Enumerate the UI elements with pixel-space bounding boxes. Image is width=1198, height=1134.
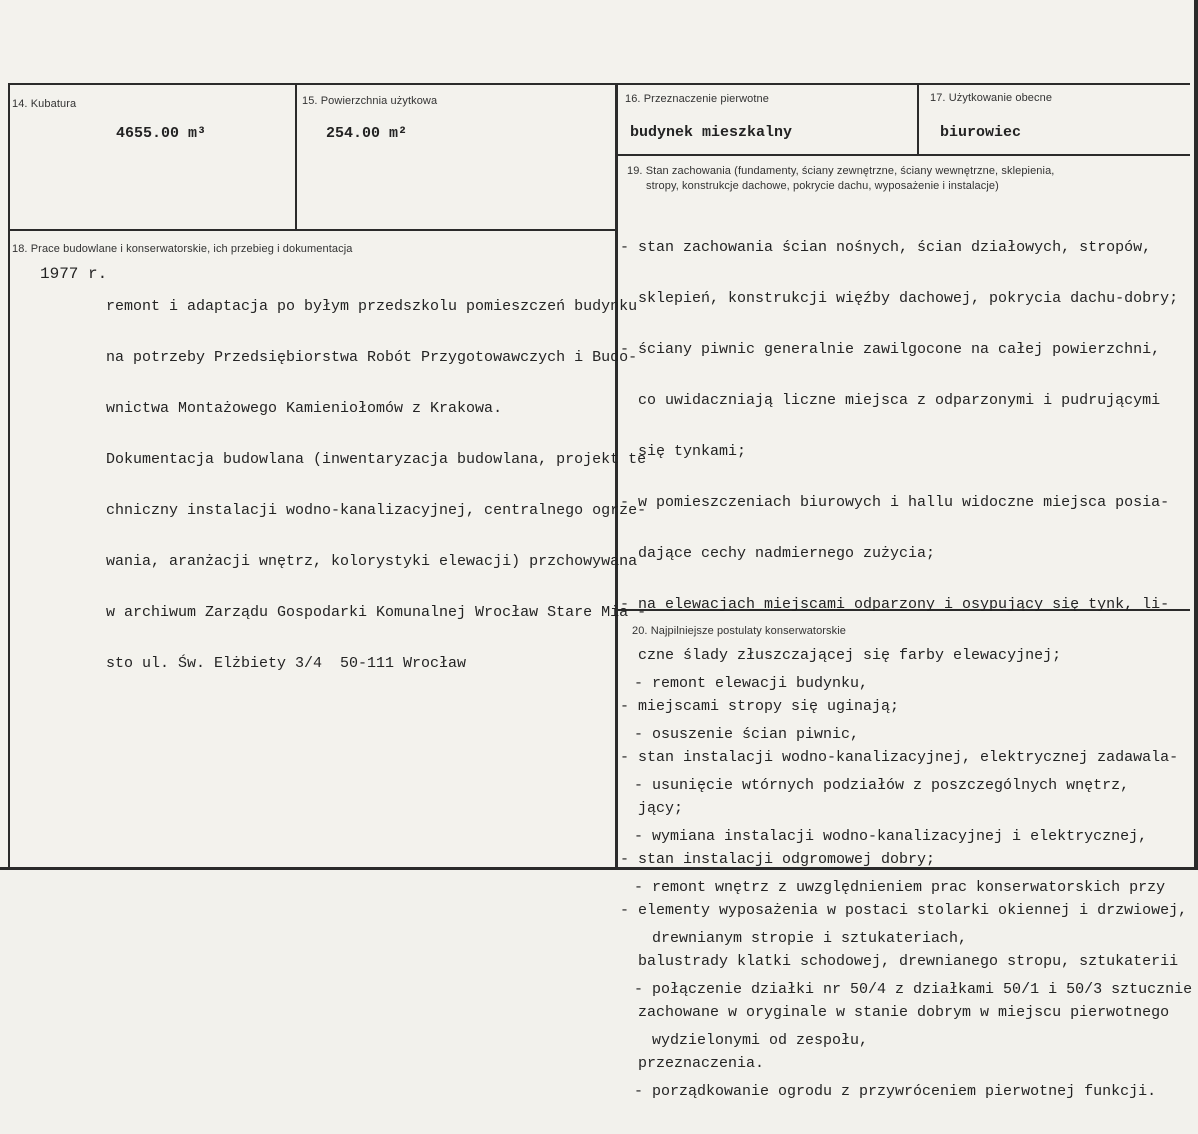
text-line: - połączenie działki nr 50/4 z działkami 50/1 i 50/3 sztucznie: [634, 981, 1193, 998]
text-line: - remont elewacji budynku,: [634, 675, 869, 692]
field-15-value: 254.00 m²: [326, 125, 408, 142]
text-line: drewnianym stropie i sztukateriach,: [634, 930, 968, 947]
field-16-label: 16. Przeznaczenie pierwotne: [625, 93, 769, 105]
text-line: zachowane w oryginale w stanie dobrym w miejscu pierwotnego: [620, 1004, 1170, 1021]
text-line: remont i adaptacja po byłym przedszkolu pomieszczeń budynku: [106, 298, 638, 315]
field-18-text: [106, 264, 646, 706]
rule-left: [8, 83, 10, 870]
rule-f15-bottom: [8, 229, 617, 231]
text-line: - elementy wyposażenia w postaci stolarki okiennej i drzwiowej,: [620, 902, 1188, 919]
text-line: - remont wnętrz z uwzględnieniem prac konserwatorskich przy: [634, 879, 1166, 896]
text-line: - osuszenie ścian piwnic,: [634, 726, 860, 743]
text-line: - stan zachowania ścian nośnych, ścian działowych, stropów,: [620, 239, 1152, 256]
field-18-label: 18. Prace budowlane i konserwatorskie, ich przebieg i dokumentacja: [12, 243, 353, 255]
field-14-label: 14. Kubatura: [12, 98, 77, 110]
text-line: - miejscami stropy się uginają;: [620, 698, 900, 715]
field-17-value: biurowiec: [940, 124, 1022, 141]
field-18-year: 1977 r.: [40, 265, 108, 283]
text-line: - na elewacjach miejscami odparzony i osypujący się tynk, li-: [620, 596, 1170, 613]
text-line: balustrady klatki schodowej, drewnianego stropu, sztukaterii: [620, 953, 1179, 970]
text-line: - stan instalacji odgromowej dobry;: [620, 851, 936, 868]
field-17-label: 17. Użytkowanie obecne: [930, 92, 1053, 104]
text-line: co uwidaczniają liczne miejsca z odparzonymi i pudrującymi: [620, 392, 1161, 409]
text-line: sklepień, konstrukcji więźby dachowej, pokrycia dachu-dobry;: [620, 290, 1179, 307]
field-19-label-line-1: 19. Stan zachowania (fundamenty, ściany zewnętrzne, ściany wewnętrzne, sklepienia,: [627, 165, 1055, 177]
field-16-value: budynek mieszkalny: [630, 124, 793, 141]
text-line: przeznaczenia.: [620, 1055, 765, 1072]
text-line: - porządkowanie ogrodu z przywróceniem pierwotnej funkcji.: [634, 1083, 1157, 1100]
text-line: czne ślady złuszczającej się farby elewacyjnej;: [620, 647, 1062, 664]
rule-f16-f17: [917, 83, 919, 155]
field-20-text: [634, 641, 1192, 1134]
text-line: jący;: [620, 800, 684, 817]
rule-top: [8, 83, 1190, 85]
text-line: wania, aranżacji wnętrz, kolorystyki elewacji) przchowywana: [106, 553, 638, 570]
field-20-label: 20. Najpilniejsze postulaty konserwatorskie: [632, 625, 847, 637]
text-line: Dokumentacja budowlana (inwentaryzacja budowlana, projekt te: [106, 451, 647, 468]
text-line: chniczny instalacji wodno-kanalizacyjnej, centralnego ogrze-: [106, 502, 647, 519]
field-14-value: 4655.00 m³: [116, 125, 207, 142]
text-line: - stan instalacji wodno-kanalizacyjnej, elektrycznej zadawala-: [620, 749, 1179, 766]
text-line: w archiwum Zarządu Gospodarki Komunalnej Wrocław Stare Mia -: [106, 604, 647, 621]
rule-f16-bottom: [617, 154, 1190, 156]
text-line: - w pomieszczeniach biurowych i hallu widoczne miejsca posia-: [620, 494, 1170, 511]
text-line: wydzielonymi od zespołu,: [634, 1032, 869, 1049]
text-line: się tynkami;: [620, 443, 747, 460]
text-line: wnictwa Montażowego Kamieniołomów z Krakowa.: [106, 400, 503, 417]
text-line: - ściany piwnic generalnie zawilgocone na całej powierzchni,: [620, 341, 1161, 358]
field-15-label: 15. Powierzchnia użytkowa: [302, 95, 438, 107]
text-line: dające cechy nadmiernego zużycia;: [620, 545, 936, 562]
field-19-label-line-2: stropy, konstrukcje dachowe, pokrycie dachu, wyposażenie i instalacje): [646, 180, 999, 192]
text-line: na potrzeby Przedsiębiorstwa Robót Przygotowawczych i Budo-: [106, 349, 638, 366]
rule-f14-f15: [295, 83, 297, 230]
text-line: - wymiana instalacji wodno-kanalizacyjnej i elektrycznej,: [634, 828, 1148, 845]
text-line: sto ul. Św. Elżbiety 3/4 50-111 Wrocław: [106, 655, 467, 672]
text-line: - usunięcie wtórnych podziałów z poszczególnych wnętrz,: [634, 777, 1130, 794]
